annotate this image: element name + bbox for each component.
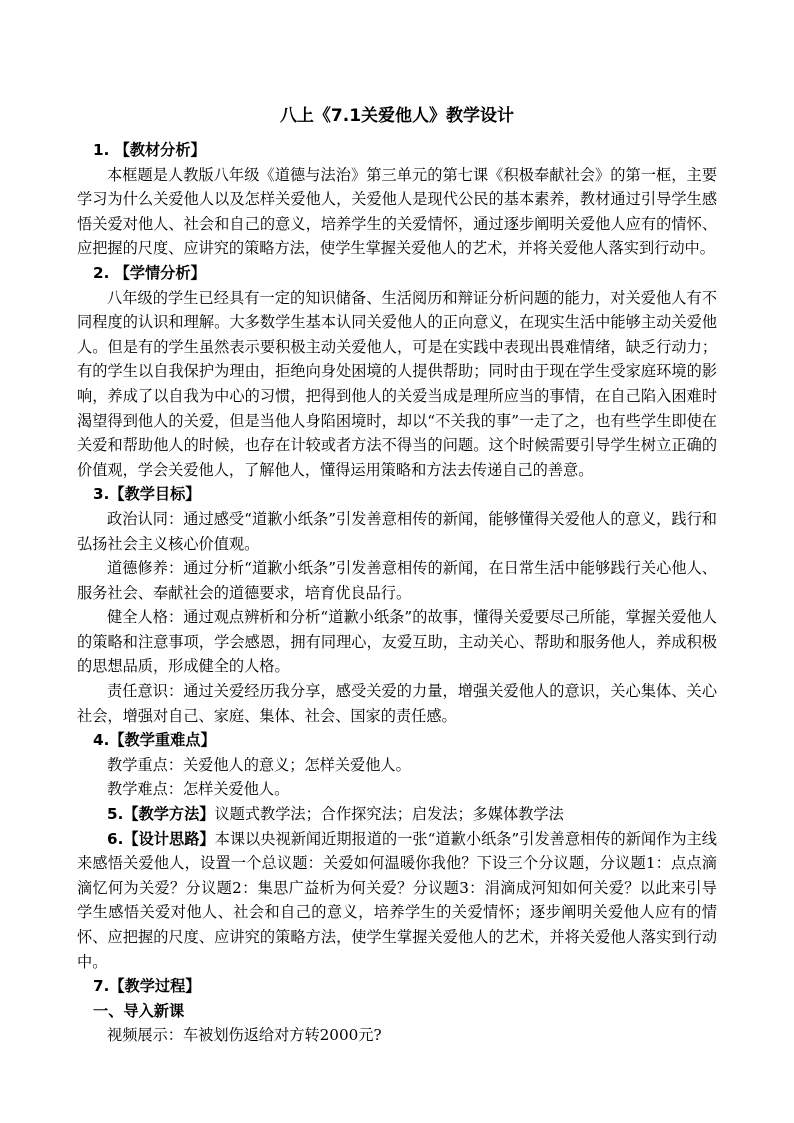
goal-moral-cultivation: 道德修养：通过分析“道歉小纸条”引发善意相传的新闻，在日常生活中能够践行关心他人、服务社会、奉献社会的道德要求，培育优良品行。: [77, 559, 717, 602]
section-heading-design-idea: 6.【设计思路】: [107, 829, 215, 848]
goal-political-identity: 政治认同：通过感受“道歉小纸条”引发善意相传的新闻，能够懂得关爱他人的意义，践行和弘扬社会主义核心价值观。: [77, 509, 717, 553]
difficult-point-line: 教学难点：怎样关爱他人。: [107, 780, 290, 799]
goal-sound-personality: 健全人格：通过观点辨析和分析“道歉小纸条”的故事，懂得关爱要尽己所能，掌握关爱他人的策略和注意事项，学会感恩，拥有同理心，友爱互助，主动关心、帮助和服务他人，养成积极的思想品质，形成健全的人格。: [77, 608, 717, 676]
section-heading-student-analysis: 2. 【学情分析】: [93, 263, 206, 282]
goal-responsibility: 责任意识：通过关爱经历我分享，感受关爱的力量，增强关爱他人的意识，关心集体、关心社会，增强对自己、家庭、集体、社会、国家的责任感。: [77, 682, 717, 725]
student-analysis-paragraph: 八年级的学生已经具有一定的知识储备、生活阅历和辩证分析问题的能力，对关爱他人有不同程度的认识和理解。大多数学生基本认同关爱他人的正向意义，在现实生活中能够主动关爱他人。但是有的学生虽然表示要积极主动关爱他人，可是在实践中表现出畏难情绪，缺乏行动力；有的学生以自我保护为理由，拒绝向身处困境的人提供帮助；同时由于现在学生受家庭环境的影响，养成了以自我为中心的习惯，把得到他人的关爱当成是理所应当的事情，在自己陷入困难时渴望得到他人的关爱，但是当他人身陷困境时，却以“不关我的事”一走了之，也有些学生即使在关爱和帮助他人的时候，也存在计较或者方法不得当的问题。这个时候需要引导学生树立正确的价值观，学会关爱他人，了解他人，懂得运用策略和方法去传递自己的善意。: [77, 288, 717, 479]
textbook-analysis-paragraph: 本框题是人教版八年级《道德与法治》第三单元的第七课《积极奉献社会》的第一框，主要学习为什么关爱他人以及怎样关爱他人，关爱他人是现代公民的基本素养，教材通过引导学生感悟关爱对他人、社会和自己的意义，培养学生的关爱情怀，通过逐步阐明关爱他人应有的情怀、应把握的尺度、应讲究的策略方法，使学生掌握关爱他人的艺术，并将关爱他人落实到行动中。: [77, 165, 717, 258]
section-heading-teaching-methods: 5.【教学方法】: [107, 805, 215, 824]
key-point-line: 教学重点：关爱他人的意义；怎样关爱他人。: [107, 755, 411, 774]
design-idea-paragraph: [77, 827, 717, 975]
section-heading-textbook-analysis: 1. 【教材分析】: [93, 141, 206, 159]
section-heading-teaching-process: 7.【教学过程】: [93, 977, 201, 996]
document-title: 八上《7.1关爱他人》教学设计: [279, 106, 515, 126]
section-heading-key-points: 4.【教学重难点】: [93, 731, 216, 750]
section-heading-teaching-goals: 3.【教学目标】: [93, 485, 201, 504]
video-display-line: 视频展示：车被划伤返给对方转2000元?: [107, 1026, 382, 1045]
teaching-methods-line: [77, 802, 717, 827]
document-body: [77, 138, 717, 1048]
subheading-introduce-lesson: 一、导入新课: [93, 1001, 185, 1020]
design-idea-text: 本课以央视新闻近期报道的一张“道歉小纸条”引发善意相传的新闻作为主线来感悟关爱他人，设置一个总议题：关爱如何温暖你我他？下设三个分议题，分议题1：点点滴滴忆何为关爱？分议题2：集思广益析为何关爱？分议题3：涓滴成河知如何关爱？以此来引导学生感悟关爱对他人、社会和自己的意义，培养学生的关爱情怀；逐步阐明关爱他人应有的情怀、应把握的尺度、应讲究的策略方法，使学生掌握关爱他人的艺术，并将关爱他人落实到行动中。: [77, 829, 717, 971]
teaching-methods-text: 议题式教学法；合作探究法；启发法；多媒体教学法: [214, 805, 564, 824]
